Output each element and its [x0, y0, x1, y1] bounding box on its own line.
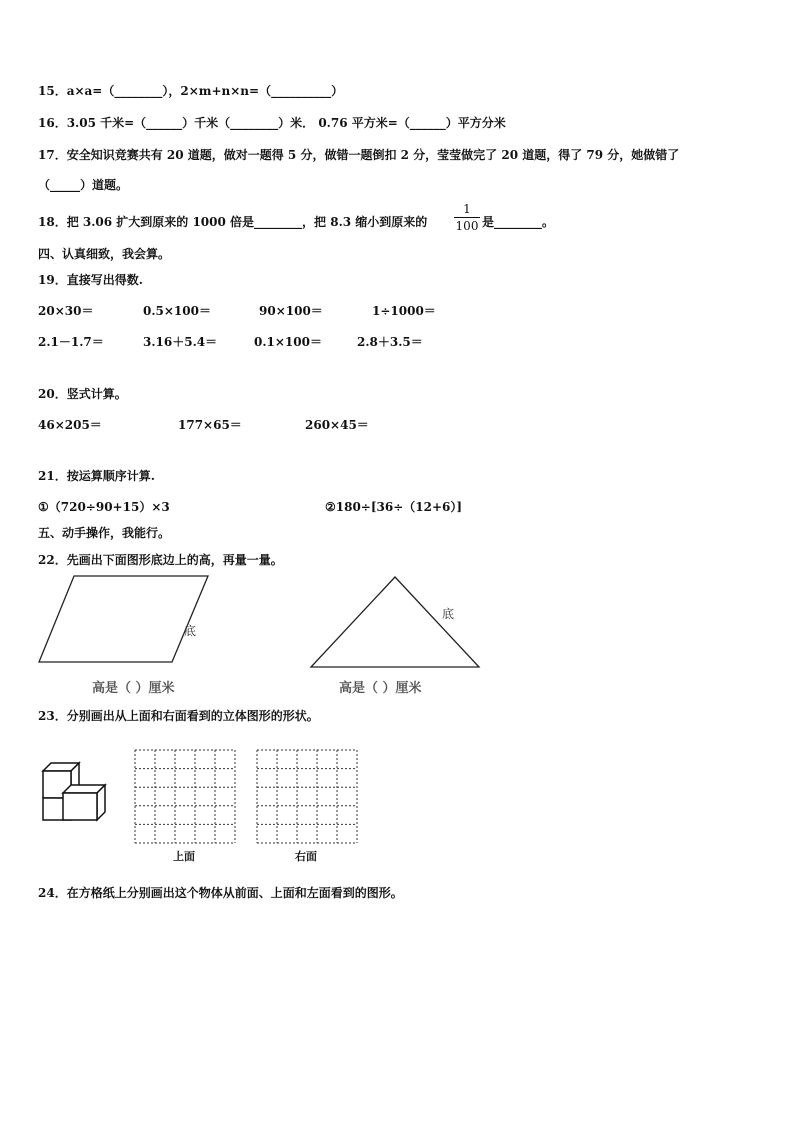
question-18-text: 18．把 3.06 扩大到原来的 1000 倍是________，把 8.3 缩小到原来的 — [38, 215, 428, 229]
q19-item: 0.5×100＝ — [143, 304, 211, 318]
question-16: 16．3.05 千米=（______）千米（________）米． 0.76 平方米=（______）平方分米 — [38, 116, 506, 130]
cube-stack-icon — [43, 763, 105, 820]
triangle-height-answer: 高是（ ）厘米 — [339, 681, 422, 696]
fraction-bar — [454, 217, 480, 218]
fraction-numerator: 1 — [463, 202, 471, 216]
question-19-title: 19．直接写出得数. — [38, 273, 143, 287]
question-15: 15．a×a=（________），2×m+n×n=（__________） — [38, 84, 344, 98]
q19-item: 20×30＝ — [38, 304, 94, 318]
q21-item-2: ②180÷[36÷（12+6）] — [325, 500, 463, 514]
grid-top-label: 上面 — [173, 850, 195, 863]
section-5-heading: 五、动手操作，我能行。 — [38, 526, 171, 540]
q19-item: 0.1×100＝ — [254, 335, 322, 349]
question-17-line2: （_____）道题。 — [38, 178, 129, 192]
question-23-title: 23．分别画出从上面和右面看到的立体图形的形状。 — [38, 709, 319, 723]
cube-stack-figure — [40, 760, 110, 822]
q19-item: 3.16＋5.4＝ — [143, 335, 218, 349]
question-20-title: 20．竖式计算。 — [38, 387, 127, 401]
q20-item: 46×205＝ — [38, 418, 102, 432]
grid-top-view[interactable] — [133, 748, 237, 846]
q19-item: 1÷1000＝ — [372, 304, 436, 318]
parallelogram-base-label: 底 — [184, 624, 197, 638]
q19-item: 2.1－1.7＝ — [38, 335, 104, 349]
parallelogram-figure — [36, 574, 216, 666]
q20-item: 177×65＝ — [178, 418, 242, 432]
q20-item: 260×45＝ — [305, 418, 369, 432]
grid-right-view[interactable] — [255, 748, 359, 846]
question-18-suffix: 是________。 — [482, 215, 555, 229]
section-4-heading: 四、认真细致，我会算。 — [38, 247, 171, 261]
fraction-denominator: 100 — [455, 219, 479, 233]
parallelogram-height-answer: 高是（ ）厘米 — [92, 681, 175, 696]
q19-item: 90×100＝ — [259, 304, 323, 318]
q21-item-1: ①（720÷90+15）×3 — [38, 500, 170, 514]
parallelogram-shape — [39, 576, 208, 662]
question-21-title: 21．按运算顺序计算. — [38, 469, 155, 483]
fraction-one-hundredth — [454, 202, 480, 233]
question-17-line1: 17．安全知识竞赛共有 20 道题，做对一题得 5 分，做错一题倒扣 2 分，莹莹做完了 20 道题，得了 79 分，她做错了 — [38, 148, 680, 162]
q19-item: 2.8＋3.5＝ — [357, 335, 423, 349]
question-22-title: 22．先画出下面图形底边上的高，再量一量。 — [38, 553, 283, 567]
grid-right-label: 右面 — [295, 850, 317, 863]
triangle-figure — [308, 574, 484, 670]
question-24-title: 24．在方格纸上分别画出这个物体从前面、上面和左面看到的图形。 — [38, 886, 403, 900]
triangle-base-label: 底 — [442, 607, 455, 621]
triangle-shape — [311, 577, 479, 667]
